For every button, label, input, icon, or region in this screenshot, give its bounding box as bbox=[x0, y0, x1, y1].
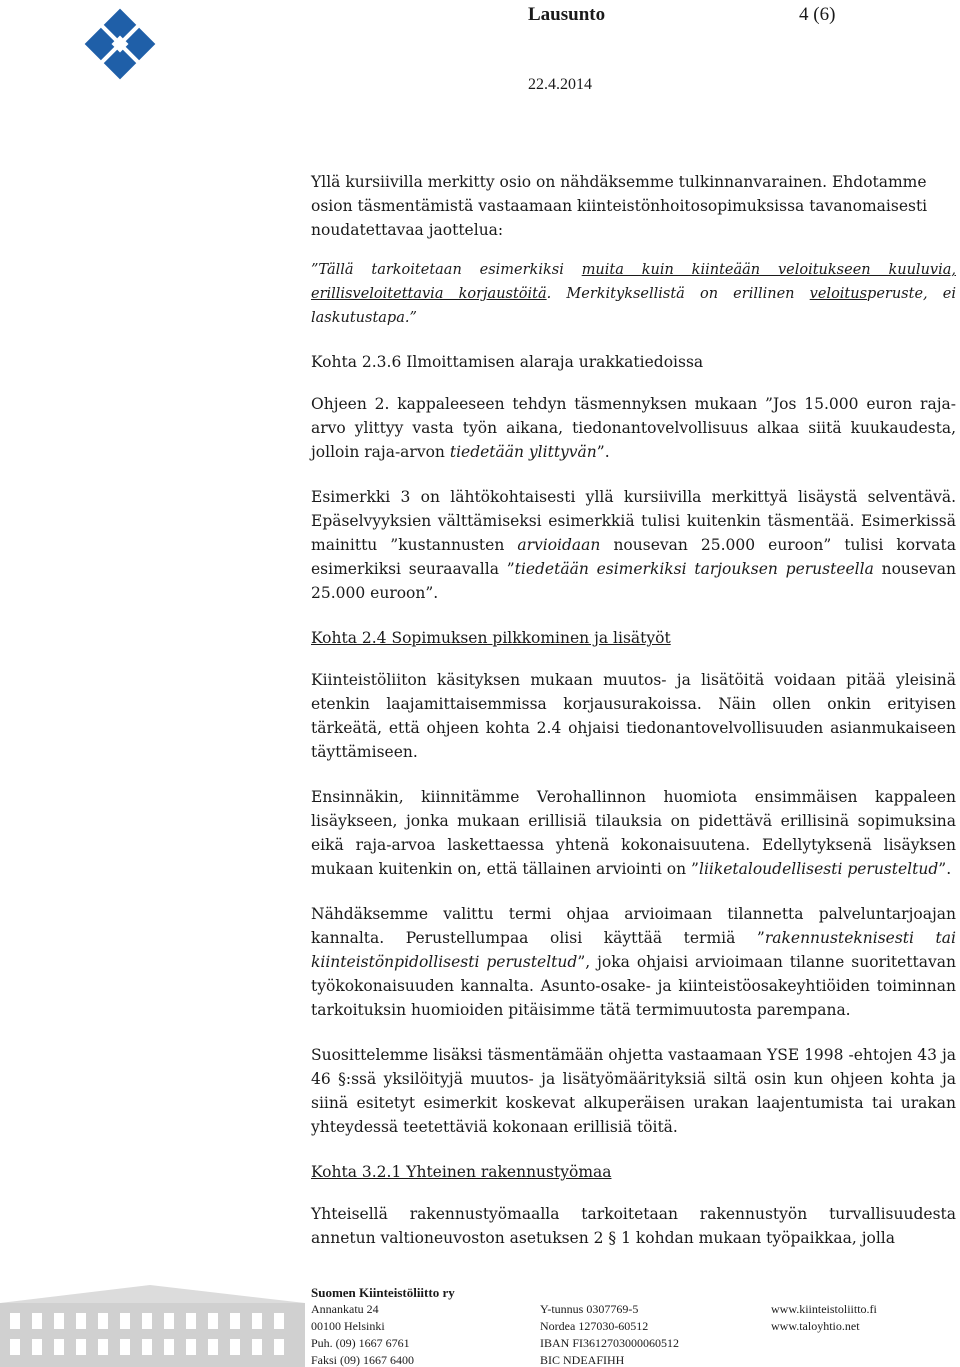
text-run: Esimerkki 3 on lähtökohtaisesti yllä kursiivilla merkittyä lisäystä selventävä. Epäselvyyksien välttämiseksi esimerkkiä tulisi kuitenkin täsmentää. Esimerkissä mainittu ”kustannusten bbox=[311, 488, 956, 554]
fax: Faksi (09) 1667 6400 bbox=[311, 1353, 414, 1367]
text-run: ”, joka ohjaisi arvioimaan tilanne suoritettavan työkokonaisuuden kannalta. Asunto-osake- ja kiinteistöosakeyhtiöiden toiminnan tarkoituksin huomioiden pitäisimme tätä termimuutosta parempana. bbox=[311, 953, 956, 1019]
page-number: 4 (6) bbox=[799, 4, 836, 25]
quote-part: ”Tällä tarkoitetaan esimerkiksi bbox=[311, 262, 582, 278]
organization-name: Suomen Kiinteistöliitto ry bbox=[311, 1285, 455, 1300]
section-heading: Kohta 2.4 Sopimuksen pilkkominen ja lisätyöt bbox=[311, 629, 671, 647]
business-id: Y-tunnus 0307769-5 bbox=[540, 1302, 639, 1316]
street-address: Annankatu 24 bbox=[311, 1302, 379, 1316]
paragraph bbox=[311, 392, 956, 464]
text-run: Ohjeen 2. kappaleeseen tehdyn täsmennyksen mukaan ”Jos 15.000 euron raja-arvo ylittyy vasta työn aikana, tiedonantovelvollisuus alkaa siitä kuukaudesta, jolloin raja-arvon bbox=[311, 395, 956, 461]
text-run: ”. bbox=[938, 860, 952, 878]
footer-address bbox=[311, 1284, 455, 1367]
organization-logo bbox=[78, 2, 162, 86]
section-heading: Kohta 2.3.6 Ilmoittamisen alaraja urakkatiedoissa bbox=[311, 353, 704, 371]
footer-web bbox=[771, 1301, 877, 1335]
paragraph: Kiinteistöliiton käsityksen mukaan muutos- ja lisätöitä voidaan pitää yleisinä etenkin laajamittaisemmissa korjausurakoissa. Näin ollen onkin erityisen tärkeätä, että ohjeen kohta 2.4 ohjaisi tiedonantovelvollisuuden asianmukaiseen täyttämiseen. bbox=[311, 671, 956, 761]
quote-part: . Merkityksellistä on erillinen bbox=[546, 286, 810, 302]
italic-text: arvioidaan bbox=[517, 536, 601, 554]
website-link[interactable]: www.taloyhtio.net bbox=[771, 1319, 860, 1333]
text-run: Ensinnäkin, kiinnitämme Verohallinnon huomiota ensimmäisen kappaleen lisäykseen, jonka mukaan erillisiä tilauksia on pidettävä erillisinä sopimuksina eikä raja-arvoa laskettaessa yhtenä kokonaisuutena. Edellytyksenä lisäyksen mukaan kuitenkin on, että tällainen arviointi on ” bbox=[311, 788, 956, 878]
paragraph: Yhteisellä rakennustyömaalla tarkoitetaan rakennustyön turvallisuudesta annetun valtioneuvoston asetuksen 2 § 1 kohdan mukaan työpaikkaa, jolla bbox=[311, 1205, 956, 1247]
iban: IBAN FI3612703000060512 bbox=[540, 1336, 680, 1350]
document-body bbox=[311, 170, 956, 1271]
text-run: Nähdäksemme valittu termi ohjaa arvioimaan tilannetta palveluntarjoajan kannalta. Perustellumpaa olisi käyttää termiä ” bbox=[311, 905, 956, 947]
quote-underlined: muita kuin kiinteään veloitukseen kuuluvia, erillisveloitettavia korjaustöitä bbox=[311, 262, 956, 302]
text-run: ”. bbox=[596, 443, 610, 461]
quoted-text bbox=[311, 258, 956, 330]
paragraph bbox=[311, 785, 956, 881]
quote-part: peruste, ei laskutustapa.” bbox=[311, 286, 956, 326]
phone: Puh. (09) 1667 6761 bbox=[311, 1336, 410, 1350]
bic: BIC NDEAFIHH bbox=[540, 1353, 625, 1367]
footer-bank bbox=[540, 1301, 679, 1367]
paragraph bbox=[311, 902, 956, 1022]
paragraph: Yllä kursiivilla merkitty osio on nähdäksemme tulkinnanvarainen. Ehdotamme osion täsmentämistä vastaamaan kiinteistönhoitosopimuksissa tavanomaisesti noudatettavaa jaottelua: bbox=[311, 173, 928, 239]
italic-text: rakennusteknisesti tai kiinteistönpidollisesti perusteltud bbox=[311, 929, 956, 971]
italic-text: liiketaloudellisesti perusteltud bbox=[698, 860, 939, 878]
italic-text: tiedetään ylittyvän bbox=[449, 443, 597, 461]
section-heading: Kohta 3.2.1 Yhteinen rakennustyömaa bbox=[311, 1163, 612, 1181]
postal-city: 00100 Helsinki bbox=[311, 1319, 385, 1333]
bank-account: Nordea 127030-60512 bbox=[540, 1319, 649, 1333]
document-type: Lausunto bbox=[528, 4, 606, 25]
paragraph: Suosittelemme lisäksi täsmentämään ohjetta vastaamaan YSE 1998 -ehtojen 43 ja 46 §:ssä yksilöityjä muutos- ja lisätyömäärityksiä siltä osin kun ohjeen kohta ja siinä esitetyt esimerkit koskevat alkuperäisen urakan laajentumista tai urakan yhteydessä teetettäviä kokonaan erillisiä töitä. bbox=[311, 1046, 956, 1136]
text-run: nousevan 25.000 euroon”. bbox=[311, 560, 957, 602]
document-date: 22.4.2014 bbox=[528, 76, 592, 93]
quote-underlined: veloitus bbox=[809, 286, 868, 302]
paragraph bbox=[311, 485, 956, 605]
website-link[interactable]: www.kiinteistoliitto.fi bbox=[771, 1302, 877, 1316]
italic-text: tiedetään esimerkiksi tarjouksen perusteella bbox=[514, 560, 874, 578]
building-illustration bbox=[0, 1283, 305, 1367]
text-run: nousevan 25.000 euroon” tulisi korvata esimerkiksi seuraavalla ” bbox=[311, 536, 956, 578]
